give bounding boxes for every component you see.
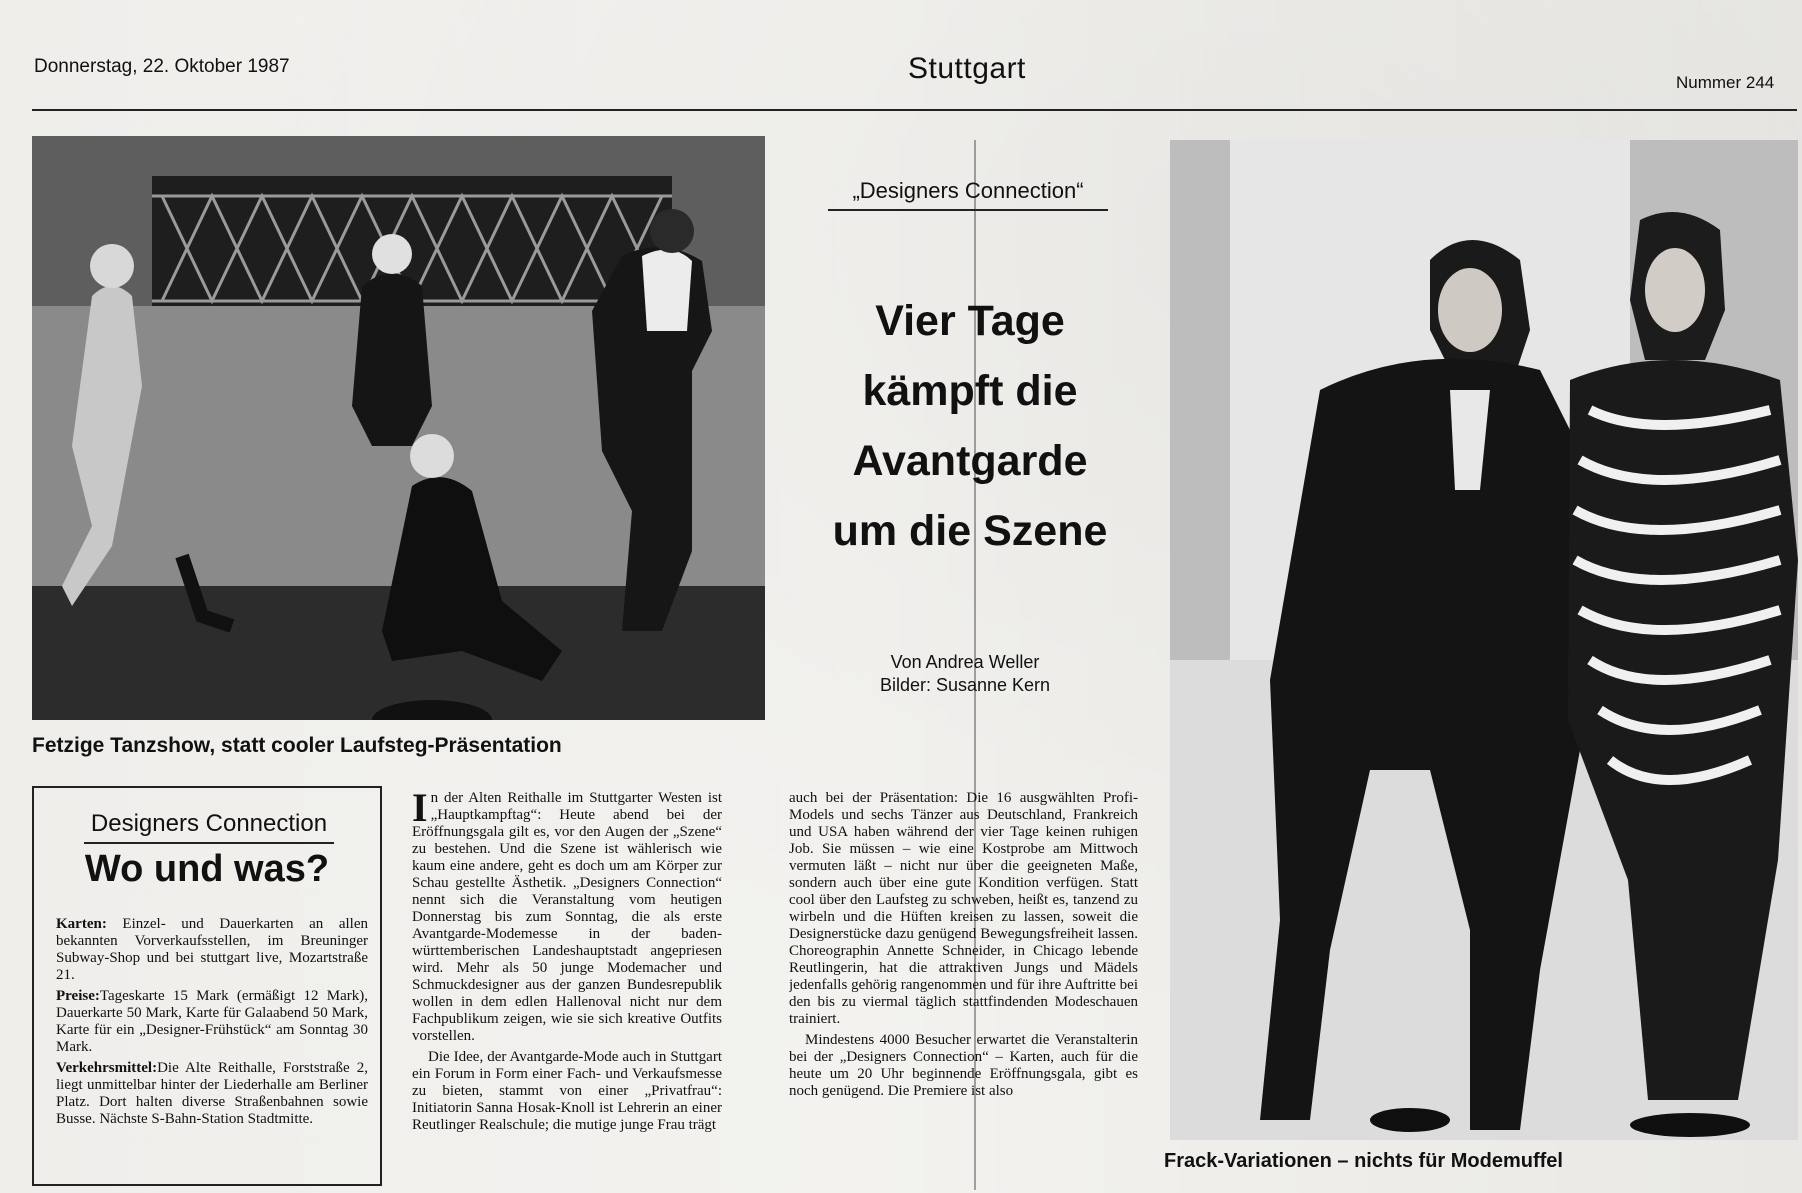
info-preise	[56, 988, 368, 1056]
masthead-rule	[32, 109, 1797, 111]
info-preise-text: Tageskarte 15 Mark (ermäßigt 12 Mark), Dauerkarte 50 Mark, Karte für Galaabend 50 Mark, Karte für ein „Designer-Frühstück“ am Sonntag 30 Mark.	[56, 988, 368, 1055]
headline-line: Vier Tage	[875, 297, 1065, 345]
article-kicker: „Designers Connection“	[828, 178, 1108, 211]
headline-line: um die Szene	[832, 507, 1108, 555]
byline-photos: Bilder: Susanne Kern	[879, 675, 1051, 695]
article-headline	[800, 286, 1140, 566]
info-verkehr	[56, 1060, 368, 1128]
info-box-kicker: Designers Connection	[84, 810, 334, 844]
article-column-2	[789, 790, 1138, 1193]
article-paragraph: Die Idee, der Avantgarde-Mode auch in Stuttgart ein Forum in Form einer Fach- und Verkaufsmesse zu bieten, stammt von einer „Privatfrau“: Initiatorin Sanna Hosak-Knoll ist Lehrerin an einer Reutlinger Realschule; die mutige junge Frau trägt	[412, 1049, 722, 1133]
frack-variations-photo	[1170, 140, 1798, 1140]
issue-date: Donnerstag, 22. Oktober 1987	[34, 56, 290, 77]
right-photo-caption: Frack-Variationen – nichts für Modemuffel	[1164, 1150, 1563, 1172]
info-box-title: Wo und was?	[84, 848, 330, 890]
dance-show-photo	[32, 136, 765, 720]
headline-line: Avantgarde	[852, 437, 1088, 485]
info-preise-label: Preise:	[56, 988, 100, 1004]
article-paragraph	[412, 790, 722, 1045]
article-column-1	[412, 790, 722, 1193]
info-verkehr-label: Verkehrsmittel:	[56, 1060, 158, 1076]
byline-author: Von Andrea Weller	[890, 652, 1040, 672]
section-title: Stuttgart	[908, 52, 1026, 85]
article-byline	[850, 651, 1080, 697]
drop-cap: I	[412, 790, 428, 830]
headline-line: kämpft die	[862, 367, 1078, 415]
info-karten-text: Einzel- und Dauerkarten an allen bekannten Vorverkaufsstellen, im Breuninger Subway-Shop und bei stuttgart live, Mozartstraße 21.	[56, 916, 368, 983]
issue-number: Nummer 244	[1676, 73, 1775, 92]
info-karten	[56, 916, 368, 984]
paragraph-text: n der Alten Reithalle im Stuttgarter Westen ist „Hauptkampftag“: Heute abend bei der Eröffnungsgala gilt es, vor den Augen der „Szene“ zu bestehen. Und die Szene ist wählerisch wie kaum eine andere, geht es doch um am Körper zur Schau gestellte Ästhetik. „Designers Connection“ nennt sich die Veranstaltung vom heutigen Donnerstag bis zum Sonntag, die als erste Avantgarde-Modemesse in der baden-württemberischen Landeshauptstadt angepriesen wird. Mehr als 50 junge Modemacher und Schmuckdesigner aus der ganzen Bundesrepublik wollen in dem edlen Hallenoval nicht nur dem Fachpublikum zeigen, wie sie sich kreative Outfits vorstellen.	[412, 790, 722, 1044]
article-paragraph: Mindestens 4000 Besucher erwartet die Veranstalterin bei der „Designers Connection“ – Karten, auch für die heute um 20 Uhr beginnende Eröffnungsgala, gibt es noch genügend. Die Premiere ist also	[789, 1032, 1138, 1099]
info-karten-label: Karten:	[56, 916, 107, 932]
info-box	[32, 786, 382, 1186]
info-box-body	[56, 916, 368, 1132]
article-paragraph: auch bei der Präsentation: Die 16 ausgwählten Profi-Models und sechs Tänzer aus Deutschland, Frankreich und USA haben während der vier Tage keinen ruhigen Job. Sie müssen – wie eine Kostprobe am Mittwoch vermuten läßt – nicht nur über die geeigneten Maße, sondern auch über eine gute Kondition verfügen. Statt cool über den Laufsteg zu schweben, heißt es, tanzend zu wirbeln und die Hüften kreisen zu lassen, soweit die Designerstücke dazu genügend Bewegungsfreiheit lassen. Choreographin Annette Schneider, in Chicago lebende Reutlingerin, hat die attraktiven Jungs und Mädels jedenfalls gehörig rangenommen und für ihre Auftritte bei den bis zu viermal täglich stattfindenden Modeschauen trainiert.	[789, 790, 1138, 1027]
left-photo-caption: Fetzige Tanzshow, statt cooler Laufsteg-Präsentation	[32, 734, 562, 757]
info-verkehr-text: Die Alte Reithalle, Forststraße 2, liegt unmittelbar hinter der Liederhalle am Berliner Platz. Dort halten diverse Straßenbahnen sowie Busse. Nächste S-Bahn-Station Stadtmitte.	[56, 1060, 368, 1127]
